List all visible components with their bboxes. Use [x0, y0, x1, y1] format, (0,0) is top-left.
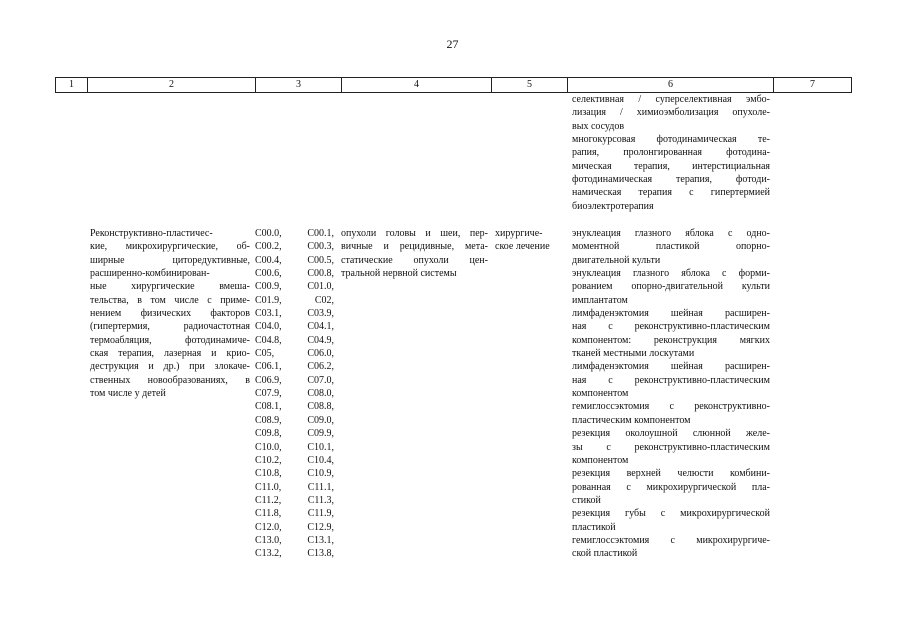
text-line: биоэлектротерапия — [572, 200, 654, 212]
text-line: C12.0, — [255, 521, 282, 533]
text-line: многокурсовая фотодинамическая те- — [572, 134, 770, 146]
text-line: C08.0, — [307, 388, 334, 400]
text-line: C07.0, — [307, 374, 334, 386]
text-line: резекция губы с микрохирургической — [572, 508, 770, 520]
text-line: лизация / химиоэмболизация опухоле- — [572, 107, 770, 119]
text-line: рованием опорно-двигательной культи — [572, 281, 770, 293]
text-line: лимфаденэктомия шейная расширен- — [572, 361, 770, 373]
text-line: намическая терапия с гипертермией — [572, 187, 770, 199]
text-line: C04.8, — [255, 334, 282, 346]
text-line: C04.1, — [307, 321, 334, 333]
col2-intervention-text — [90, 227, 250, 400]
text-line: энуклеация глазного яблока с одно- — [572, 228, 770, 239]
text-line: C09.9, — [307, 428, 334, 440]
text-line: C07.9, — [255, 388, 282, 400]
text-line: рапия, пролонгированная фотодина- — [572, 147, 770, 159]
text-line: компонентом: реконструкция мягких — [572, 334, 770, 346]
text-line: (гипертермия, радиочастотная — [90, 321, 250, 333]
header-col-5: 5 — [491, 78, 567, 92]
text-line: C01.0, — [307, 281, 334, 293]
text-line: мическая терапия, интерстициальная — [572, 160, 770, 172]
text-line: имплантатом — [572, 294, 628, 306]
text-line: деструкция и др.) при злокаче- — [90, 361, 250, 373]
text-line: ская терапия, лазерная и крио- — [90, 348, 250, 360]
text-line: C06.1, — [255, 361, 282, 373]
text-line: компонентом — [572, 388, 629, 400]
text-line: кие, микрохирургические, об- — [90, 241, 250, 253]
text-line: C11.8, — [255, 508, 282, 520]
text-line: C08.8, — [307, 401, 334, 413]
table-header-row — [55, 77, 852, 93]
text-line: вых сосудов — [572, 120, 625, 132]
header-col-7: 7 — [773, 78, 852, 92]
text-line: C04.9, — [307, 334, 334, 346]
text-line: C13.1, — [307, 534, 334, 546]
col5-treatment-type — [495, 227, 567, 254]
text-line: C08.1, — [255, 401, 282, 413]
text-line: тканей местными лоскутами — [572, 348, 695, 360]
text-line: C00.1, — [307, 228, 334, 239]
text-line: C00.8, — [307, 268, 334, 280]
text-line: ные хирургические вмеша- — [90, 281, 250, 293]
text-line: C11.3, — [307, 494, 334, 506]
header-col-6: 6 — [567, 78, 773, 92]
top-col6-methods — [572, 93, 770, 213]
text-line: C08.9, — [255, 414, 282, 426]
text-line: ная с реконструктивно-пластическим — [572, 374, 770, 386]
text-line: C00.0, — [255, 228, 282, 239]
text-line: C10.8, — [255, 468, 282, 480]
text-line: C10.9, — [307, 468, 334, 480]
text-line: C11.0, — [255, 481, 282, 493]
text-line: C00.3, — [307, 241, 334, 253]
text-line: ское лечение — [495, 241, 550, 253]
col6-treatment-methods — [572, 227, 770, 561]
header-col-1: 1 — [55, 78, 87, 92]
text-line: фотодинамическая терапия, фотоди- — [572, 174, 770, 186]
text-line: рованная с микрохирургической пла- — [572, 481, 770, 493]
text-line: C12.9, — [307, 521, 334, 533]
text-line: тельства, в том числе с приме- — [90, 294, 250, 306]
text-line: C04.0, — [255, 321, 282, 333]
text-line: C00.5, — [307, 254, 334, 266]
text-line: вичные и рецидивные, мета- — [341, 241, 488, 253]
text-line: компонентом — [572, 454, 629, 466]
text-line: C00.4, — [255, 254, 282, 266]
text-line: C13.2, — [255, 548, 282, 560]
text-line: пластикой — [572, 521, 616, 533]
col4-diagnosis-text — [341, 227, 488, 280]
col3-icd-codes-right — [296, 227, 334, 561]
text-line: гемиглоссэктомия с реконструктивно- — [572, 401, 770, 413]
text-line: ширные циторедуктивные, — [90, 254, 250, 266]
text-line: гемиглоссэктомия с микрохирургиче- — [572, 534, 770, 546]
text-line: C10.2, — [255, 454, 282, 466]
col3-icd-codes-left — [255, 227, 295, 561]
text-line: резекция околоушной слюнной желе- — [572, 428, 770, 440]
text-line: стикой — [572, 494, 601, 506]
text-line: C13.0, — [255, 534, 282, 546]
text-line: C00.2, — [255, 241, 282, 253]
text-line: C06.0, — [307, 348, 334, 360]
text-line: пластическим компонентом — [572, 414, 691, 426]
text-line: C02, — [314, 294, 334, 306]
text-line: C06.2, — [307, 361, 334, 373]
text-line: резекция верхней челюсти комбини- — [572, 468, 770, 480]
text-line: ная с реконструктивно-пластическим — [572, 321, 770, 333]
text-line: лимфаденэктомия шейная расширен- — [572, 308, 770, 320]
text-line: C11.2, — [255, 494, 282, 506]
text-line: C10.1, — [307, 441, 334, 453]
header-col-2: 2 — [87, 78, 255, 92]
text-line: C06.9, — [255, 374, 282, 386]
text-line: C10.4, — [307, 454, 334, 466]
text-line: статические опухоли цен- — [341, 254, 488, 266]
text-line: C11.1, — [307, 481, 334, 493]
text-line: тральной нервной системы — [341, 268, 457, 280]
text-line: нением физических факторов — [90, 308, 250, 320]
text-line: C09.8, — [255, 428, 282, 440]
text-line: Реконструктивно-пластичес- — [90, 228, 213, 239]
text-line: C09.0, — [307, 414, 334, 426]
text-line: хирургиче- — [495, 228, 543, 239]
text-line: ской пластикой — [572, 548, 638, 560]
text-line: C00.9, — [255, 281, 282, 293]
text-line: термоабляция, фотодинамиче- — [90, 334, 250, 346]
text-line: моментной пластикой опорно- — [572, 241, 770, 253]
text-line: C03.9, — [307, 308, 334, 320]
header-col-4: 4 — [341, 78, 491, 92]
text-line: расширенно-комбинирован- — [90, 268, 210, 280]
text-line: C00.6, — [255, 268, 282, 280]
header-col-3: 3 — [255, 78, 341, 92]
text-line: зы с реконструктивно-пластическим — [572, 441, 770, 453]
text-line: опухоли головы и шеи, пер- — [341, 228, 488, 239]
text-line: ственных новообразованиях, в — [90, 374, 250, 386]
text-line: C11.9, — [307, 508, 334, 520]
text-line: C01.9, — [255, 294, 282, 306]
text-line: селективная / суперселективная эмбо- — [572, 94, 770, 105]
text-line: энуклеация глазного яблока с форми- — [572, 268, 770, 280]
text-line: C10.0, — [255, 441, 282, 453]
page-number: 27 — [446, 37, 459, 51]
text-line: C05, — [255, 348, 275, 360]
text-line: том числе у детей — [90, 388, 166, 400]
text-line: двигательной культи — [572, 254, 661, 266]
text-line: C03.1, — [255, 308, 282, 320]
text-line: C13.8, — [307, 548, 334, 560]
